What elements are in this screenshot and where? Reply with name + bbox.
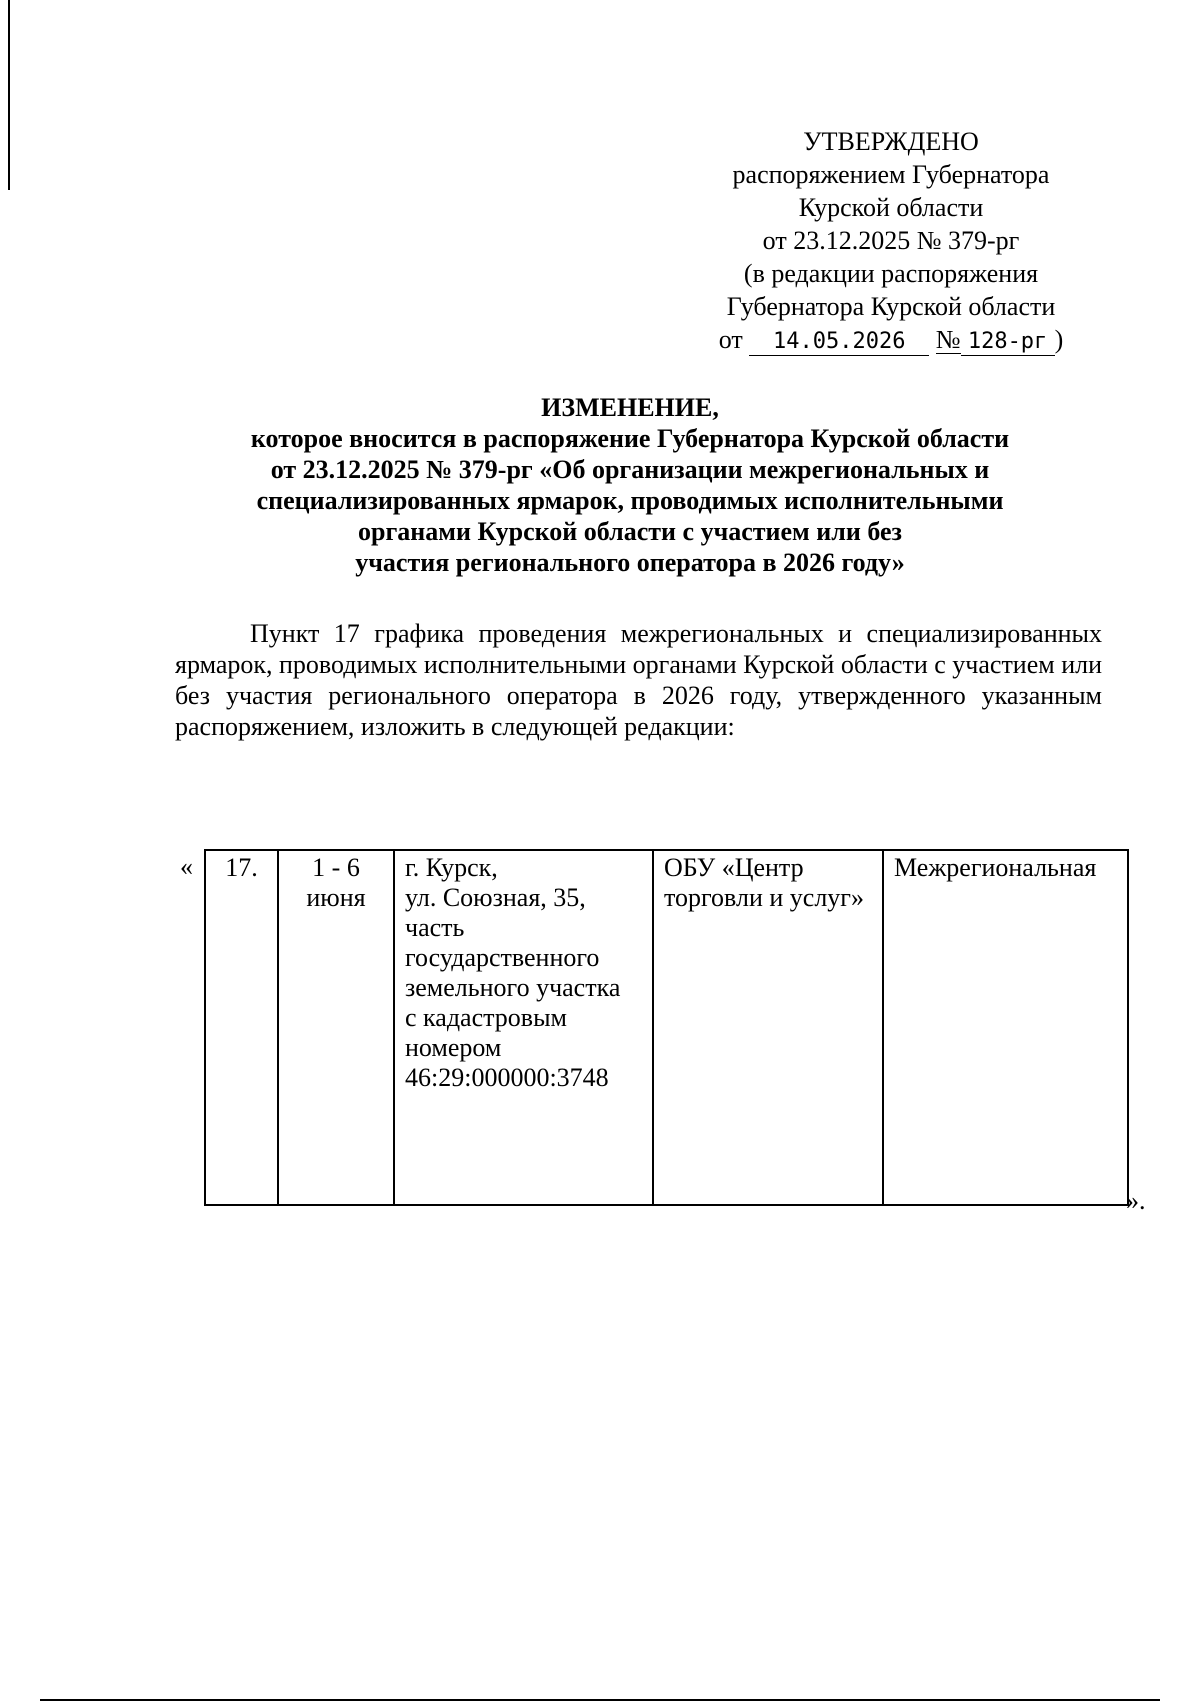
title-line-6: участия регионального оператора в 2026 году» [355, 548, 905, 577]
scan-edge-left [8, 0, 10, 190]
location-line: земельного участка [405, 973, 621, 1002]
amendment-closing-paren: ) [1054, 325, 1064, 354]
title-line-4: специализированных ярмарок, проводимых исполнительными [256, 486, 1004, 515]
amendment-number-sign: № [935, 325, 961, 354]
approval-line-region: Курской области [798, 193, 984, 222]
location-line: с кадастровым [405, 1003, 568, 1032]
location-line: номером [405, 1033, 502, 1062]
location-line: г. Курск, [405, 853, 498, 882]
approval-stamp [680, 125, 1102, 356]
body-paragraph-block [175, 618, 1102, 742]
amendment-date-prefix: от [718, 325, 743, 354]
title-line-2: которое вносится в распоряжение Губернатора Курской области [250, 424, 1010, 453]
scan-edge-bottom [40, 1699, 1160, 1701]
amendment-number: 128-рг [961, 329, 1055, 356]
date-days: 1 - 6 [312, 853, 360, 882]
approval-line-decree: распоряжением Губернатора [732, 160, 1050, 189]
table-close-quote: ». [1126, 1186, 1146, 1215]
title-line-5: органами Курской области с участием или без [358, 517, 902, 546]
cell-fair-type: Межрегиональная [883, 850, 1128, 1205]
cell-location [394, 850, 653, 1205]
approval-line-original-date: от 23.12.2025 № 379-рг [762, 226, 1020, 255]
approval-line-governor: Губернатора Курской области [726, 292, 1056, 321]
date-month: июня [306, 883, 366, 912]
approval-line-amendment [680, 323, 1102, 356]
location-line: государственного [405, 943, 600, 972]
cadastral-number: 46:29:000000:3748 [405, 1063, 609, 1092]
title-heading: ИЗМЕНЕНИЕ, [541, 393, 719, 422]
location-line: часть [405, 913, 465, 942]
document-title [180, 392, 1080, 578]
schedule-table [204, 849, 1129, 1206]
location-line: ул. Союзная, 35, [405, 883, 586, 912]
cell-number: 17. [205, 850, 278, 1205]
approval-heading: УТВЕРЖДЕНО [803, 127, 979, 156]
title-line-3: от 23.12.2025 № 379-рг «Об организации межрегиональных и [270, 455, 990, 484]
approval-line-revision: (в редакции распоряжения [743, 259, 1039, 288]
table-open-quote: « [180, 852, 193, 881]
cell-date [278, 850, 394, 1205]
organizer-line: ОБУ «Центр [664, 853, 804, 882]
body-paragraph: Пункт 17 графика проведения межрегиональных и специализированных ярмарок, проводимых исполнительными органами Курской области с участием или без участия регионального оператора в 2026 году, утвержденного указанным распоряжением, изложить в следующей редакции: [175, 619, 1103, 741]
table-row [205, 850, 1128, 1205]
cell-organizer [653, 850, 883, 1205]
amendment-date: 14.05.2026 [749, 329, 929, 356]
organizer-line: торговли и услуг» [664, 883, 864, 912]
